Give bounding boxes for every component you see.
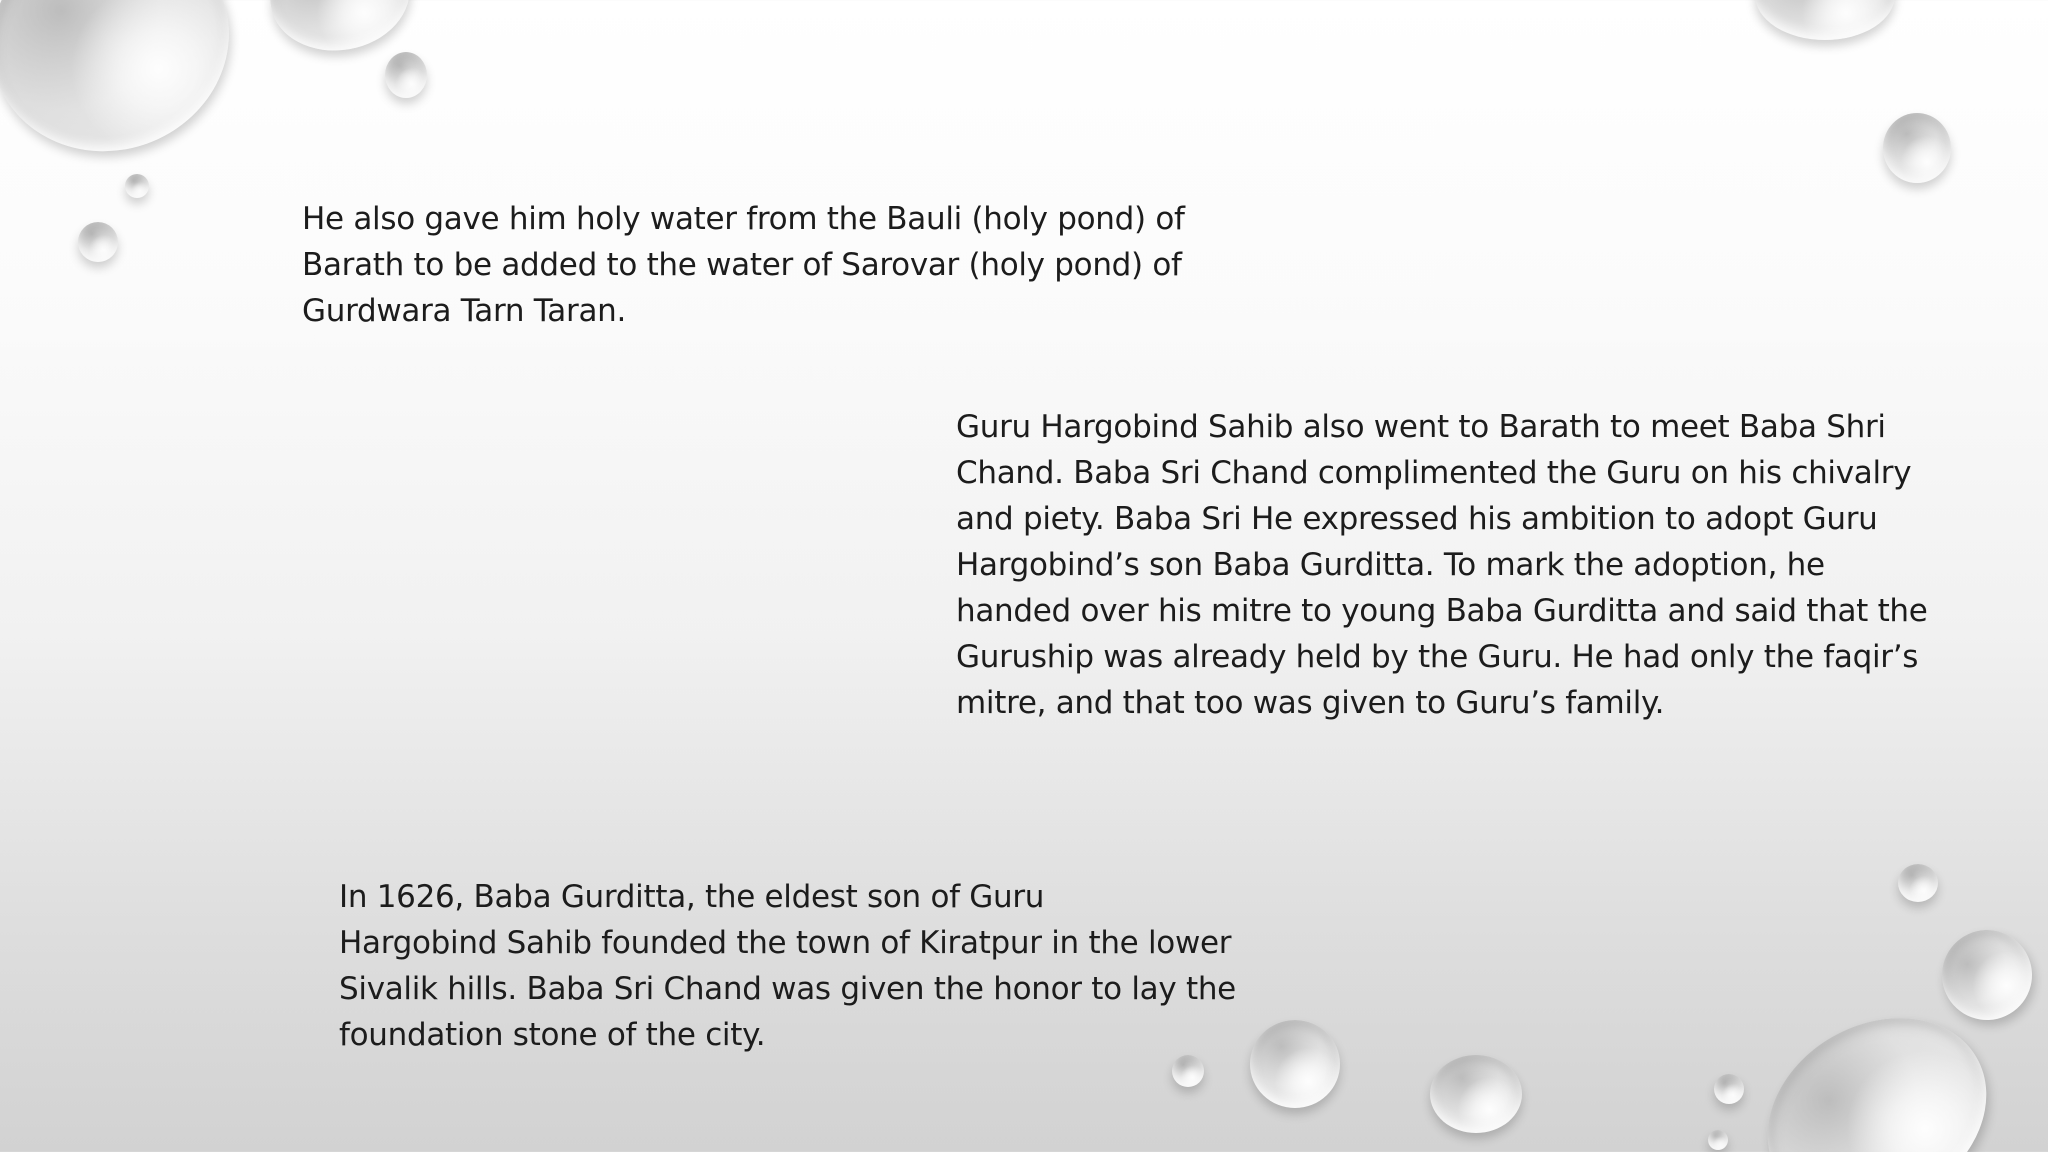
droplet-icon (1714, 1074, 1744, 1104)
paragraph-holy-water: He also gave him holy water from the Bauli (holy pond) of Barath to be added to the water of Sarovar (holy pond) of Gurdwara Tarn Taran. (302, 201, 1185, 329)
paragraph-baba-shri-chand: Guru Hargobind Sahib also went to Barath to meet Baba Shri Chand. Baba Sri Chand complimented the Guru on his chivalry and piety. Baba Sri He expressed his ambition to adopt Guru Hargobind’s son Baba Gurditta. To mark the adoption, he handed over his mitre to young Baba Gurditta and said that the Guruship was already held by the Guru. He had only the faqir’s mitre, and that too was given to Guru’s family. (956, 409, 1928, 721)
paragraph-kiratpur: In 1626, Baba Gurditta, the eldest son of Guru Hargobind Sahib founded the town of Kiratpur in the lower Sivalik hills. Baba Sri Chand was given the honor to lay the foundation stone of the city. (339, 879, 1236, 1053)
droplet-icon (262, 0, 419, 61)
droplet-icon (1755, 0, 1895, 40)
droplet-icon (1898, 864, 1938, 902)
droplet-icon (1708, 1130, 1728, 1150)
droplet-icon (1927, 915, 2047, 1035)
droplet-icon (1430, 1055, 1522, 1133)
droplet-icon (1172, 1055, 1204, 1087)
droplet-icon (0, 0, 260, 184)
droplet-icon (385, 52, 427, 98)
droplet-icon (78, 222, 118, 262)
droplet-icon (1883, 113, 1951, 183)
droplet-icon (125, 174, 149, 198)
